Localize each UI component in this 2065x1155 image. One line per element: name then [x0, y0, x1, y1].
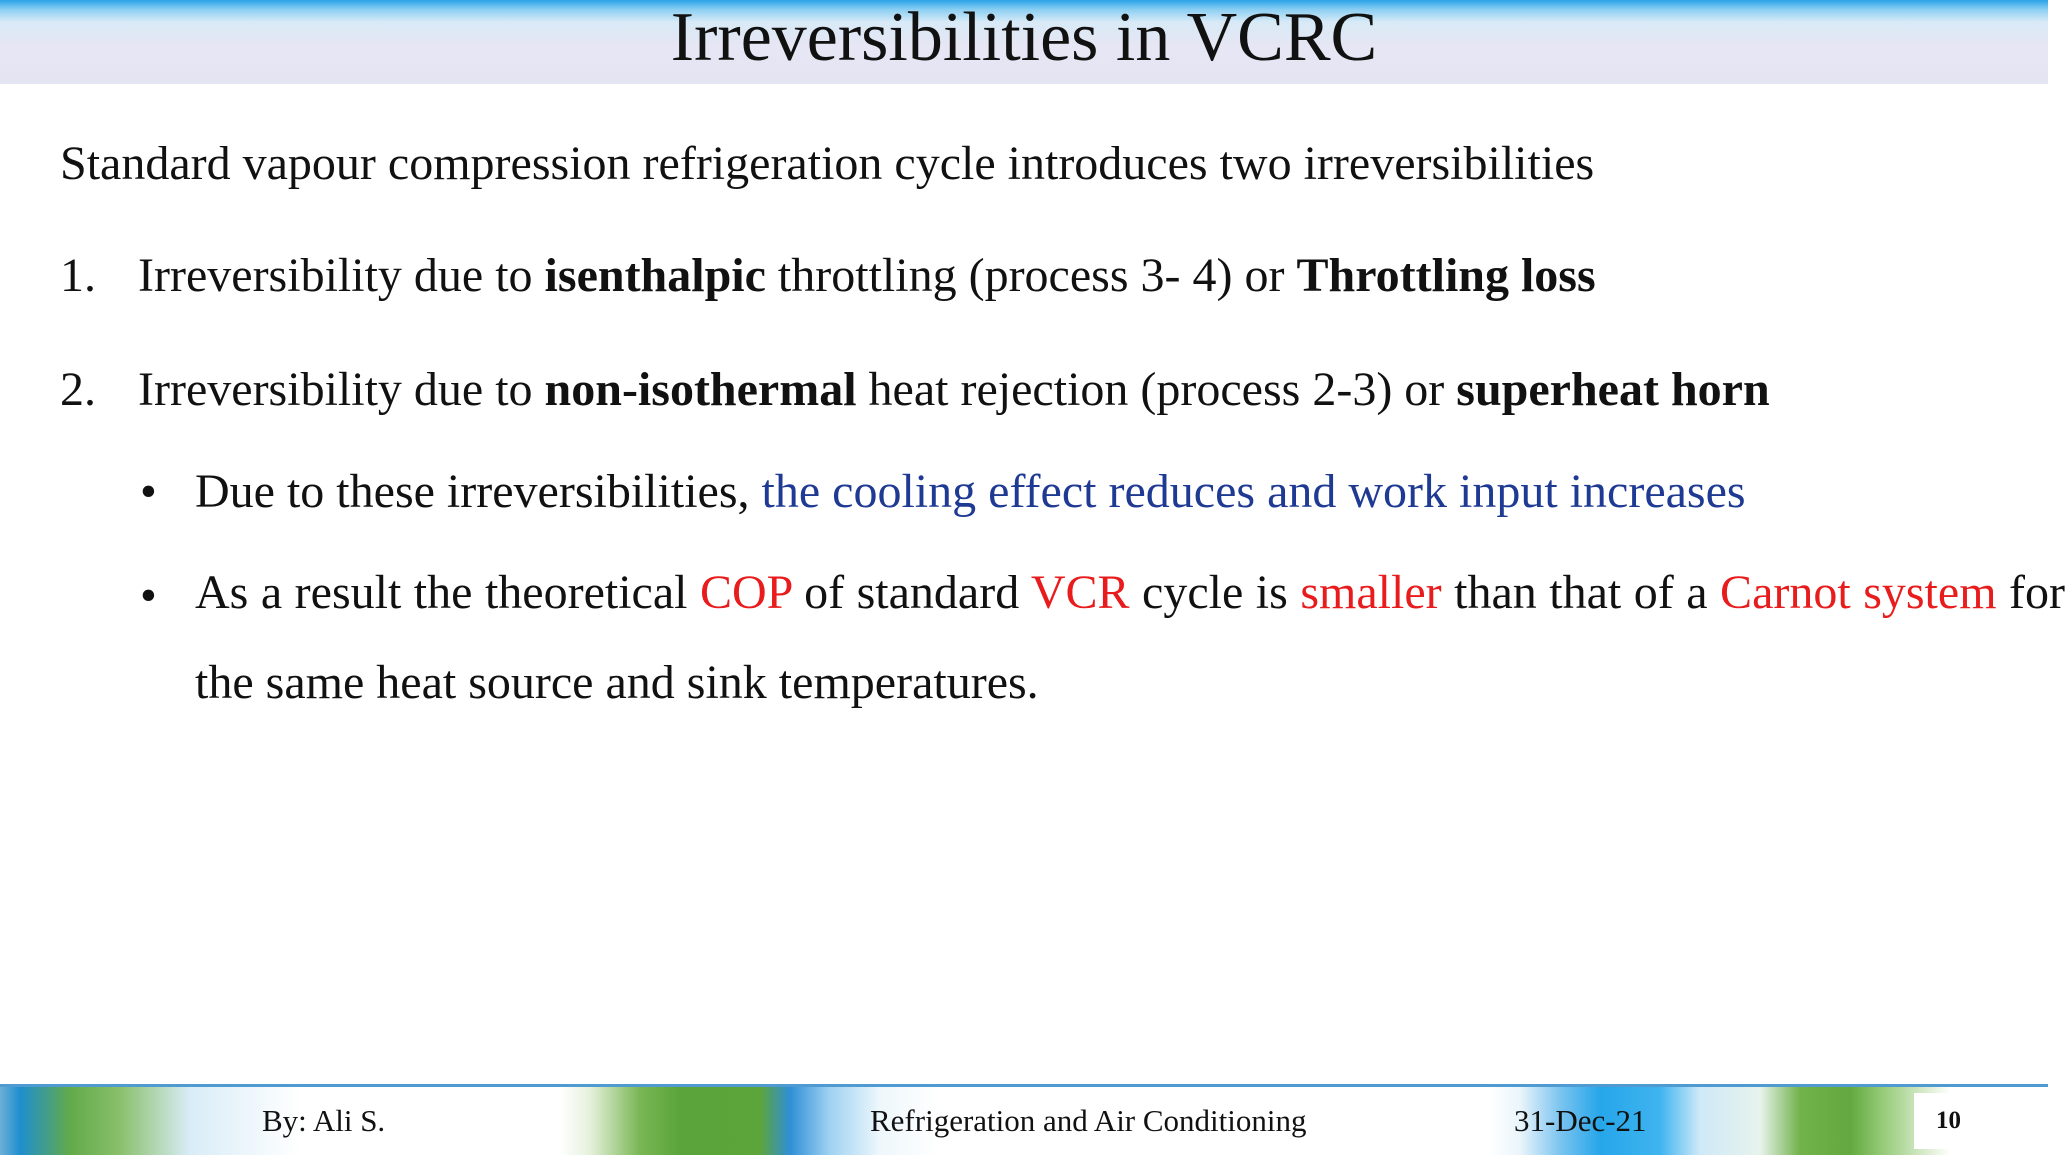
intro-text: Standard vapour compression refrigeration cycle introduces two irreversibilities [60, 137, 1595, 190]
text-segment: of standard [791, 566, 1031, 619]
bold-term: non-isothermal [544, 363, 857, 416]
text-segment: throttling (process 3- 4) or [765, 249, 1297, 302]
red-emphasis: VCR [1030, 566, 1130, 619]
text-segment: Irreversibility due to [138, 249, 545, 302]
footer-date: 31-Dec-21 [1514, 1103, 1647, 1138]
bold-term: superheat horn [1456, 363, 1770, 416]
red-emphasis: Carnot system [1720, 566, 1997, 619]
red-emphasis: smaller [1300, 566, 1442, 619]
text-segment: heat rejection (process 2-3) or [856, 363, 1457, 416]
text-segment: than that of a [1441, 566, 1721, 619]
list-number-1: 1. [60, 249, 96, 302]
list-number-2: 2. [60, 363, 96, 416]
list-item-2-text [138, 362, 1770, 417]
bullet-icon: • [140, 569, 157, 622]
footer-bar [0, 1084, 2048, 1155]
page-number: 10 [1936, 1107, 1961, 1134]
bullet-item-1-text [195, 464, 1746, 519]
blue-emphasis: the cooling effect reduces and work input increases [761, 465, 1746, 518]
text-segment: Irreversibility due to [138, 363, 545, 416]
text-segment: cycle is [1129, 566, 1301, 619]
bullet-icon: • [140, 465, 157, 518]
bullet-item-2 [60, 540, 2065, 740]
red-emphasis: COP [700, 566, 792, 619]
page-number-box [1914, 1093, 2024, 1149]
text-segment: As a result the theoretical [195, 566, 700, 619]
list-item-1-text [138, 248, 1596, 303]
bold-term: Throttling loss [1296, 249, 1596, 302]
footer-course: Refrigeration and Air Conditioning [870, 1103, 1307, 1138]
title-bar [0, 0, 2048, 84]
text-segment: for the same heat source and sink temperatures. [195, 566, 2065, 709]
bullet-item-2-text [195, 548, 2065, 728]
text-segment: Due to these irreversibilities, [195, 465, 762, 518]
bold-term: isenthalpic [544, 249, 766, 302]
slide-title: Irreversibilities in VCRC [670, 0, 1378, 76]
footer-author: By: Ali S. [262, 1103, 386, 1138]
